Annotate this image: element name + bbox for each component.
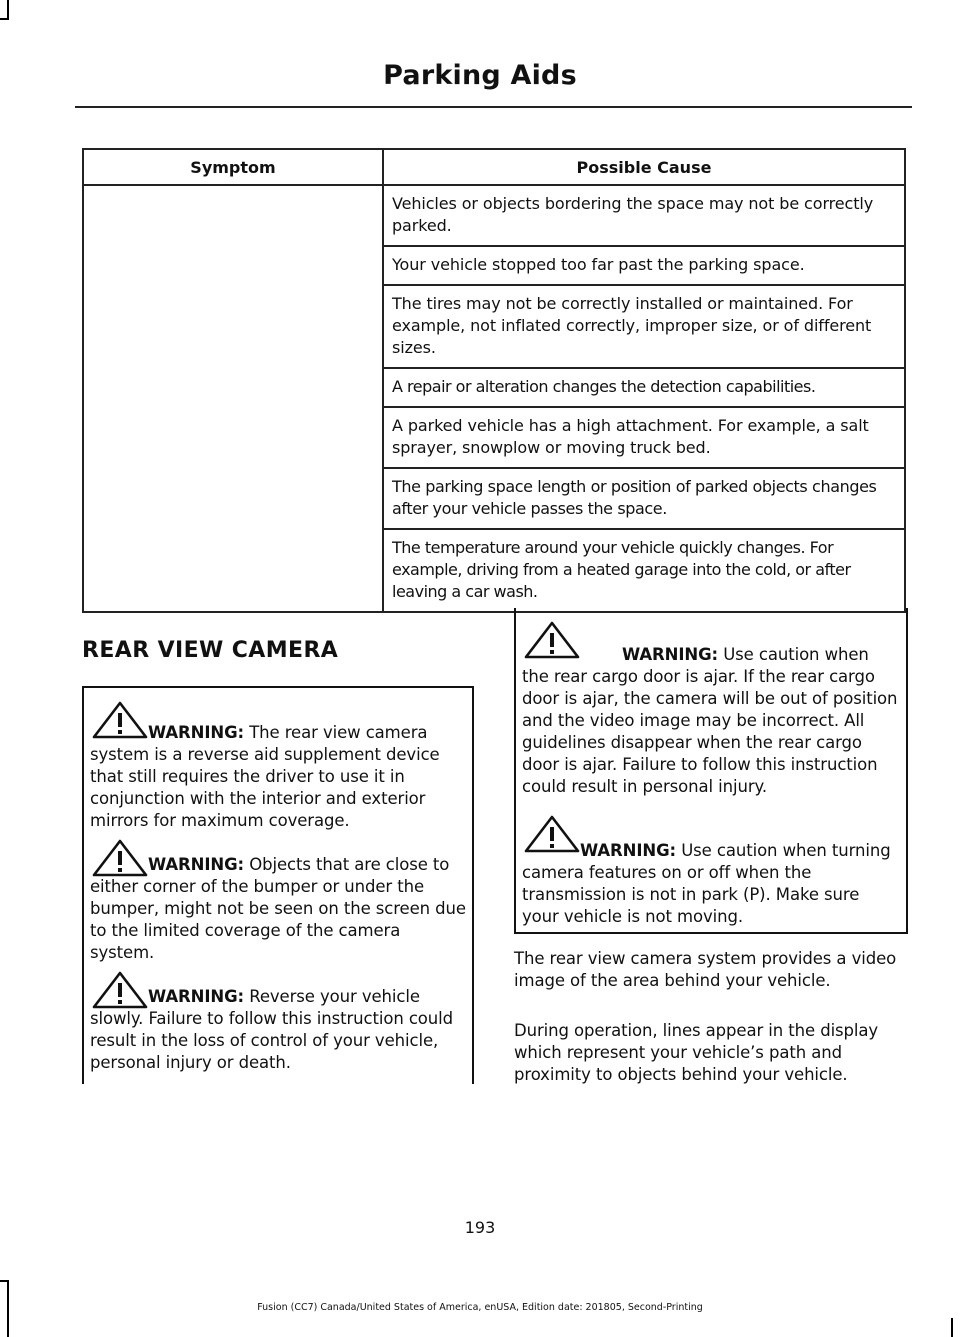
warning-label: WARNING: [148,723,245,742]
warning-block [90,970,466,1074]
warning-label: WARNING: [148,987,245,1006]
cause-cell: The tires may not be correctly installed or maintained. For example, not inflated correctly, improper size, or of different sizes. [383,285,905,368]
crop-mark-top-left-h [0,18,9,20]
warning-block [522,814,900,928]
table-row [83,185,905,246]
header-symptom: Symptom [83,149,383,185]
warning-triangle-icon [522,620,582,660]
warning-box-left [82,686,474,1084]
symptom-cell [83,185,383,612]
crop-mark-bottom-left-h [0,1280,9,1282]
cause-cell: A parked vehicle has a high attachment. For example, a salt sprayer, snowplow or moving truck bed. [383,407,905,468]
warning-label: WARNING: [148,855,245,874]
body-paragraph: During operation, lines appear in the display which represent your vehicle’s path and proximity to objects behind your vehicle. [514,1021,879,1084]
section-heading: REAR VIEW CAMERA [82,638,339,663]
header-divider [75,106,912,108]
page-number: 193 [464,1218,496,1237]
cause-cell: Your vehicle stopped too far past the parking space. [383,246,905,285]
crop-mark-top-left [7,0,9,20]
cause-cell: Vehicles or objects bordering the space may not be correctly parked. [383,185,905,246]
warning-triangle-icon [90,700,150,740]
warning-label: WARNING: [580,841,677,860]
warning-label: WARNING: [622,645,719,664]
warning-text: Reverse your vehicle slowly. Failure to follow this instruction could result in the loss of control of your vehicle, personal injury or death. [90,987,454,1072]
warning-triangle-icon [90,838,150,878]
crop-mark-bottom-right [951,1318,953,1337]
warning-triangle-icon [522,814,582,854]
warning-text: The rear view camera system is a reverse aid supplement device that still requires the driver to use it in conjunction with the interior and exterior mirrors for maximum coverage. [90,723,440,830]
header-possible-cause: Possible Cause [383,149,905,185]
page-header-title: Parking Aids [383,60,577,91]
warning-block [90,700,466,832]
cause-cell: A repair or alteration changes the detection capabilities. [383,368,905,407]
table-header-row [83,149,905,185]
warning-text: Objects that are close to either corner of the bumper or under the bumper, might not be seen on the screen due to the limited coverage of the camera system. [90,855,466,962]
warning-box-right [514,608,908,934]
warning-block [90,838,466,964]
warning-triangle-icon [90,970,150,1010]
cause-cell: The parking space length or position of parked objects changes after your vehicle passes the space. [383,468,905,529]
edition-footer: Fusion (CC7) Canada/United States of America, enUSA, Edition date: 201805, Second-Printing [257,1302,703,1313]
warning-block [522,620,900,798]
warning-text: Use caution when turning camera features on or off when the transmission is not in park (P). Make sure your vehicle is not moving. [522,841,891,926]
warning-text: Use caution when the rear cargo door is ajar. If the rear cargo door is ajar, the camera will be out of position and the video image may be incorrect. All guidelines disappear when the rear cargo door is ajar. Failure to follow this instruction could result in personal injury. [522,645,898,796]
cause-cell: The temperature around your vehicle quickly changes. For example, driving from a heated garage into the cold, or after leaving a car wash. [383,529,905,612]
symptom-cause-table [82,148,906,613]
body-paragraph: The rear view camera system provides a video image of the area behind your vehicle. [514,949,897,990]
